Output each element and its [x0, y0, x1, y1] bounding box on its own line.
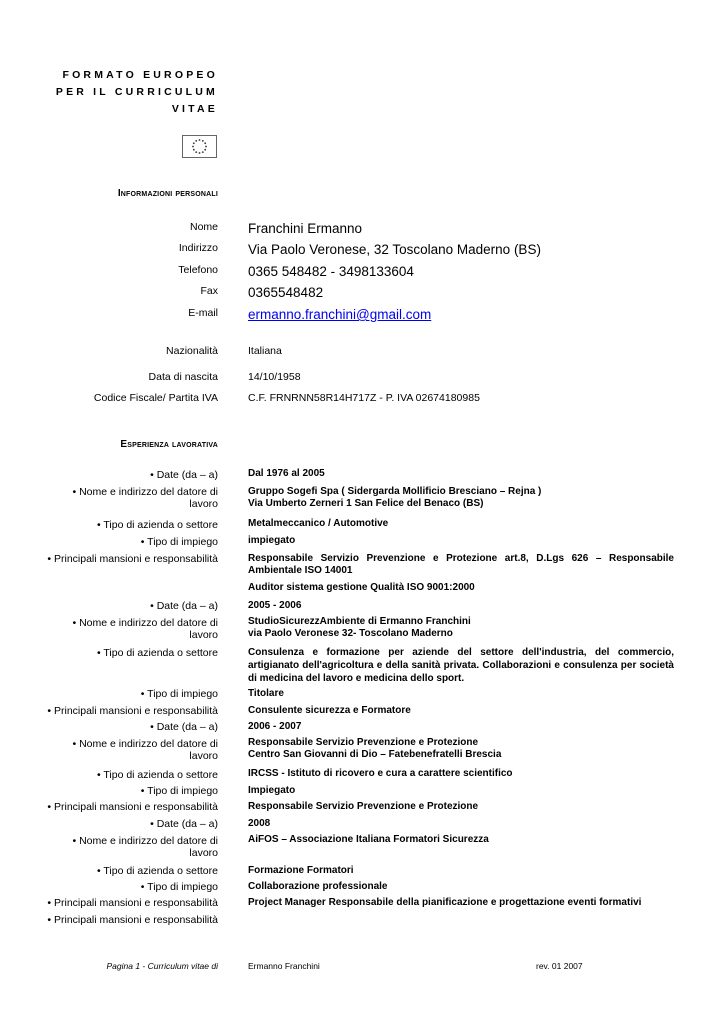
e5-mansioni-label: • Principali mansioni e responsabilità: [47, 914, 218, 926]
footer-center: Ermanno Franchini: [248, 961, 320, 971]
e3-mansioni: Responsabile Servizio Prevenzione e Protezione: [248, 801, 479, 812]
e2-date-label: • Date (da – a): [150, 600, 218, 612]
e1-mansioni-label: • Principali mansioni e responsabilità: [47, 553, 218, 565]
e2-date: 2005 - 2006: [248, 600, 302, 611]
email-link[interactable]: ermanno.franchini@gmail.com: [248, 307, 432, 322]
e1-azienda-label: • Tipo di azienda o settore: [96, 519, 218, 531]
e4-mansioni: Project Manager Responsabile della pianificazione e progettazione eventi formativi: [248, 897, 642, 908]
e3-azienda-label: • Tipo di azienda o settore: [96, 769, 218, 781]
e2-azienda-label: • Tipo di azienda o settore: [96, 647, 218, 659]
e2-azienda: Consulenza e formazione per aziende del settore dell'industria, del commercio, artigianato dell'agricoltura e della sanità privata. Collaborazioni e consulenza per società di medicina del lavoro e medicina dello sport.: [248, 647, 674, 684]
cv-title-line2: PER IL CURRICULUM: [55, 86, 218, 98]
e3-impiego-label: • Tipo di impiego: [140, 785, 218, 797]
e1-datore: [248, 486, 674, 510]
section-experience-label: Esperienza lavorativa: [120, 439, 218, 450]
section-personal-label: Informazioni personali: [117, 188, 218, 199]
e4-date: 2008: [248, 818, 271, 829]
e2-datore: [248, 616, 674, 640]
e1-datore-1: Gruppo Sogefi Spa ( Sidergarda Mollificio Bresciano – Rejna ): [248, 486, 542, 497]
e3-datore-label-1: • Nome e indirizzo del datore di: [72, 738, 218, 750]
e1-mansioni: [248, 553, 674, 594]
indirizzo-value: Via Paolo Veronese, 32 Toscolano Maderno (BS): [248, 242, 541, 257]
e4-azienda: Formazione Formatori: [248, 865, 354, 876]
e2-mansioni-label: • Principali mansioni e responsabilità: [47, 705, 218, 717]
e2-datore-label-1: • Nome e indirizzo del datore di: [72, 617, 218, 629]
e4-mansioni-label: • Principali mansioni e responsabilità: [47, 897, 218, 909]
section-experience-heading: [120, 439, 218, 450]
e3-datore-2: Centro San Giovanni di Dio – Fatebenefratelli Brescia: [248, 749, 502, 760]
e4-datore-label-2: lavoro: [189, 847, 218, 859]
cv-title: [56, 67, 218, 118]
telefono-label: Telefono: [178, 264, 218, 276]
e3-datore: [248, 737, 674, 761]
e3-date-label: • Date (da – a): [150, 721, 218, 733]
cf-value: C.F. FRNRNN58R14H717Z - P. IVA 02674180985: [248, 392, 480, 404]
e1-date: Dal 1976 al 2005: [248, 468, 325, 479]
fax-label: Fax: [200, 285, 218, 297]
eu-flag-icon: [182, 135, 217, 158]
nome-label: Nome: [189, 221, 218, 233]
section-personal-heading: [118, 188, 218, 199]
e3-datore-1: Responsabile Servizio Prevenzione e Protezione: [248, 737, 479, 748]
nascita-label: Data di nascita: [148, 371, 218, 383]
email-label: E-mail: [188, 307, 218, 319]
e2-datore-1: StudioSicurezzAmbiente di Ermanno Franchini: [248, 616, 471, 627]
cf-label: Codice Fiscale/ Partita IVA: [93, 392, 218, 404]
e3-datore-label: [8, 738, 218, 762]
cv-title-line1: FORMATO EUROPEO: [62, 69, 218, 81]
cv-title-line3: VITAE: [171, 103, 218, 115]
e2-datore-label-2: lavoro: [189, 629, 218, 641]
e4-date-label: • Date (da – a): [150, 818, 218, 830]
e3-datore-label-2: lavoro: [189, 750, 218, 762]
e1-date-label: • Date (da – a): [150, 469, 218, 481]
nascita-value: 14/10/1958: [248, 371, 301, 383]
e1-impiego-label: • Tipo di impiego: [140, 536, 218, 548]
e2-datore-label: [8, 617, 218, 641]
indirizzo-label: Indirizzo: [178, 242, 218, 254]
e4-datore: AiFOS – Associazione Italiana Formatori Sicurezza: [248, 834, 489, 845]
e3-azienda: IRCSS - Istituto di ricovero e cura a carattere scientifico: [248, 768, 513, 779]
e3-date: 2006 - 2007: [248, 721, 302, 732]
e2-mansioni: Consulente sicurezza e Formatore: [248, 705, 411, 716]
e1-impiego: impiegato: [248, 535, 296, 546]
e4-impiego-label: • Tipo di impiego: [140, 881, 218, 893]
e1-mansioni-2: Auditor sistema gestione Qualità ISO 9001:2000: [248, 582, 475, 593]
e1-azienda: Metalmeccanico / Automotive: [248, 518, 389, 529]
e4-impiego: Collaborazione professionale: [248, 881, 388, 892]
nazionalita-label: Nazionalità: [166, 345, 218, 357]
e4-azienda-label: • Tipo di azienda o settore: [96, 865, 218, 877]
nazionalita-value: Italiana: [248, 345, 282, 357]
footer-left: Pagina 1 - Curriculum vitae di: [106, 961, 218, 971]
e1-datore-label-1: • Nome e indirizzo del datore di: [72, 486, 218, 498]
nome-value: Franchini Ermanno: [248, 221, 363, 236]
footer-right: rev. 01 2007: [536, 961, 583, 971]
e2-datore-2: via Paolo Veronese 32- Toscolano Maderno: [248, 628, 453, 639]
fax-value: 0365548482: [248, 285, 324, 300]
e4-datore-label: [8, 835, 218, 859]
e1-datore-2: Via Umberto Zerneri 1 San Felice del Benaco (BS): [248, 498, 484, 509]
e1-mansioni-1: Responsabile Servizio Prevenzione e Protezione art.8, D.Lgs 626 – Responsabile Ambientale ISO 14001: [248, 553, 674, 576]
e3-mansioni-label: • Principali mansioni e responsabilità: [47, 801, 218, 813]
e1-datore-label-2: lavoro: [189, 498, 218, 510]
e2-impiego: Titolare: [248, 688, 284, 699]
e1-datore-label: [8, 486, 218, 510]
e3-impiego: Impiegato: [248, 785, 296, 796]
e2-impiego-label: • Tipo di impiego: [140, 688, 218, 700]
telefono-value: 0365 548482 - 3498133604: [248, 264, 414, 279]
e4-datore-label-1: • Nome e indirizzo del datore di: [72, 835, 218, 847]
